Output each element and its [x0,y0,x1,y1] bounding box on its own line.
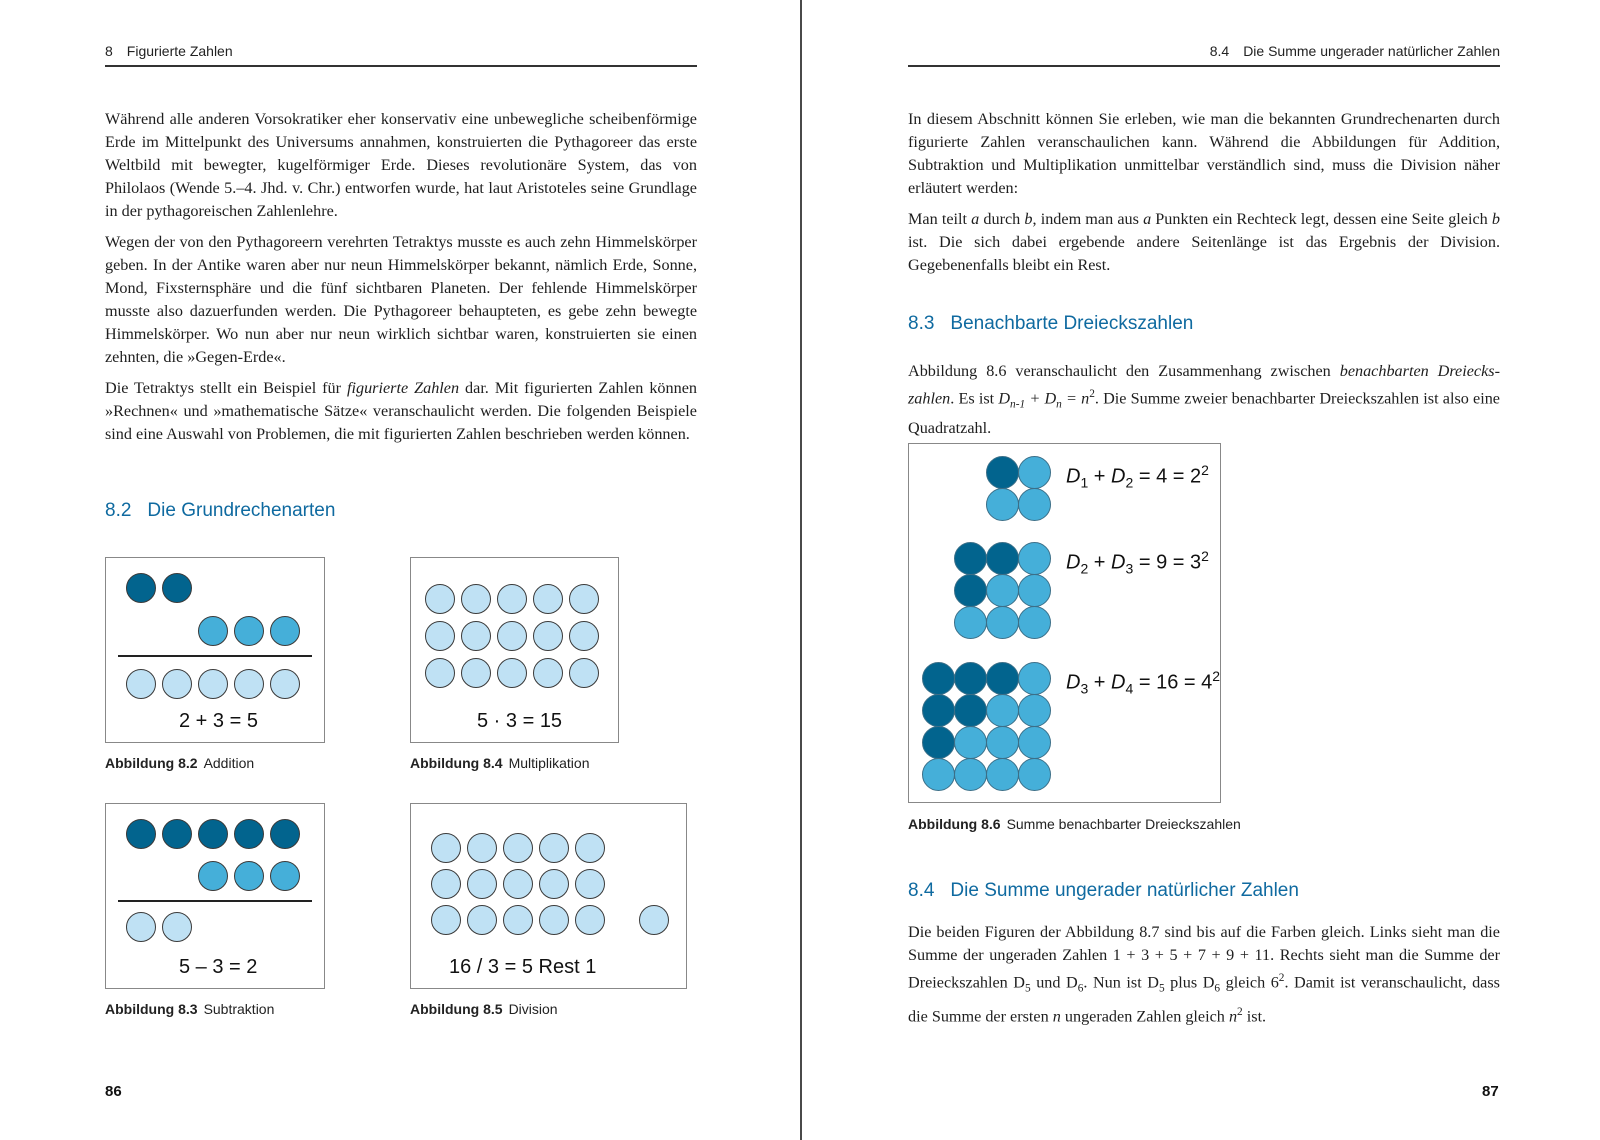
sub: 2 [1125,474,1134,491]
subscript: 6 [1214,982,1221,995]
figure-label: Abbildung 8.6 [908,816,1001,832]
figure-caption-text: Division [508,1001,558,1017]
section-number: 8.4 [1209,43,1230,59]
text: . Nun ist D [1083,973,1159,992]
dot [425,658,455,688]
page-number-left: 86 [105,1083,122,1100]
variable: n [1052,1007,1061,1026]
var: D [1066,551,1081,574]
figure-adjacent-triangle-numbers [908,443,1221,803]
dot [126,573,156,603]
dot [234,669,264,699]
text: dar. Mit figurierten Zahlen können »Rechnen« und »mathematische Sätze« veranschaulicht werden. Die folgenden Beispiele sind eine Auswahl von Problemen, die mit figurierten Zahlen beschrieben werden können. [105,379,697,443]
dot [126,669,156,699]
dot [986,726,1019,759]
dot [533,658,563,688]
section-title: Die Grundrechenarten [147,500,336,521]
dot [954,694,987,727]
dot [270,819,300,849]
dot [986,456,1019,489]
dot [497,621,527,651]
right-body-bottom [908,921,1500,1036]
figure-label: Abbildung 8.5 [410,1001,503,1017]
dot [431,833,461,863]
dot [461,584,491,614]
dot [234,861,264,891]
emphasis: figurierte Zahlen [347,379,460,397]
text: Punkten ein Rechteck legt, dessen eine Seite gleich [1151,210,1492,228]
dot [467,905,497,935]
dot [431,905,461,935]
dot [425,621,455,651]
formula: = n [1061,389,1090,408]
dot [954,662,987,695]
sub: 3 [1080,680,1089,697]
dot [954,758,987,791]
superscript: 2 [1278,972,1285,984]
figure-caption [410,1001,558,1017]
paragraph: Wegen der von den Pythagoreern verehrten Tetraktys musste es auch zehn Himmelskörper geben. In der Antike waren aber nur neun Himmelskörper bekannt, nämlich Erde, Sonne, Mond, Fixsternsphäre und die fünf sichtbaren Planeten. Der fehlende Himmelskörper musste also dazuerfunden werden. Die Pythagoreer behaupteten, es gebe zehn bewegte Himmelskörper. Wo nun aber nur neun wirklich sichtbar waren, konstruierten sie einen zehnten, die »Gegen-Erde«. [105,233,697,366]
dot [986,662,1019,695]
dot [986,542,1019,575]
dot [922,694,955,727]
section-heading-8-2 [105,500,335,522]
dot [922,726,955,759]
subscript: 5 [1158,982,1165,995]
dot [461,658,491,688]
paragraph [908,360,1500,440]
dot [1018,726,1051,759]
equation: 16 / 3 = 5 Rest 1 [449,956,597,978]
subscript: 5 [1025,982,1031,995]
dot [234,616,264,646]
text: gleich 6 [1220,973,1279,992]
text: durch [979,210,1025,228]
dot [533,621,563,651]
section-title: Benachbarte Dreieckszahlen [950,313,1194,334]
dot [270,861,300,891]
var: D [1066,671,1081,694]
dot [1018,574,1051,607]
subscript: 6 [1077,982,1084,995]
figure-label: Abbildung 8.3 [105,1001,198,1017]
dot [986,606,1019,639]
sup: 2 [1201,462,1209,478]
chapter-title: Figurierte Zahlen [126,43,233,59]
var: D [1066,465,1081,488]
section-number: 8.2 [105,500,132,521]
dot [162,573,192,603]
dot [1018,694,1051,727]
section-title: Die Summe ungerader natürlicher Zahlen [1243,43,1500,59]
var: D [1111,671,1126,694]
dot [503,869,533,899]
running-head-left [105,43,697,67]
text: Die Tetraktys stellt ein Beispiel für [105,379,347,397]
section-heading-8-3 [908,313,1193,335]
paragraph [908,208,1500,277]
dot [234,819,264,849]
dot [575,869,605,899]
figure-caption-text: Summe benachbarter Dreieckszahlen [1006,816,1241,832]
text: ungeraden Zahlen gleich [1060,1007,1229,1026]
chapter-number: 8 [105,43,113,59]
dot [1018,606,1051,639]
text: . Es ist [950,389,999,408]
dot [198,616,228,646]
dot [954,726,987,759]
dot [467,869,497,899]
formula-superscript: 2 [1089,388,1095,400]
figure-caption [908,816,1241,832]
text: = 4 = 2 [1133,465,1202,488]
figure-caption-text: Addition [203,755,255,771]
dot [533,584,563,614]
variable: a [1143,210,1152,228]
equation: 5 – 3 = 2 [179,956,258,978]
paragraph [908,921,1500,1028]
section-number: 8.4 [908,880,935,901]
dot [1018,542,1051,575]
figure-caption [105,755,254,771]
dot [497,658,527,688]
figure-subtraction [105,803,325,989]
dot [922,758,955,791]
dot [569,584,599,614]
dot [198,669,228,699]
equation: $D_2 + D_3 = 9 = 3^2$ [1066,548,1209,577]
dot [126,819,156,849]
formula: D [998,389,1011,408]
text: Man teilt [908,210,972,228]
variable: b [1491,210,1500,228]
section-heading-8-4 [908,880,1299,902]
text: = 9 = 3 [1133,551,1202,574]
section-title: Die Summe ungerader natürlicher Zahlen [950,880,1299,901]
sub: 4 [1125,680,1134,697]
dot [162,912,192,942]
dot [425,584,455,614]
dot [1018,758,1051,791]
text: . Damit ist veranschaulicht, dass die Summe der ersten [908,973,1500,1026]
dot [461,621,491,651]
equation: 2 + 3 = 5 [179,710,258,732]
dot [162,819,192,849]
remainder-dot [639,905,669,935]
figure-caption [410,755,590,771]
text: Die beiden Figuren der Abbildung 8.7 sind bis auf die Farben gleich. Links sieht man die Summe der ungeraden Zahlen 1 + 3 + 5 + 7 + 9 + 11. Rechts sieht man die Summe der Dreieckszahlen D [908,923,1500,992]
paragraph: In diesem Abschnitt können Sie erleben, wie man die bekannten Grundrechenarten durch figurierte Zahlen veranschaulichen kann. Während die Abbildungen für Addition, Subtraktion und Multiplikation unmittelbar verständlich sind, muss die Division näher erläutert werden: [908,110,1500,197]
dot [503,833,533,863]
dot [1018,456,1051,489]
emphasis: benachbarten Dreieckszahlen [908,362,1500,408]
superscript: 2 [1237,1005,1243,1018]
right-body-top [908,108,1500,285]
equation: $D_1 + D_2 = 4 = 2^2$ [1066,462,1209,491]
dot [1018,488,1051,521]
dot [270,616,300,646]
text: und D [1030,973,1078,992]
dot [539,833,569,863]
dot [954,542,987,575]
text: . Die Summe zweier benachbarter Dreieckszahlen ist also eine Quadratzahl. [908,389,1500,437]
running-head-right [908,43,1500,67]
text: = 16 = 4 [1133,671,1213,694]
figure-caption-text: Multiplikation [508,755,590,771]
section-number: 8.3 [908,313,935,334]
text: ist. Die sich dabei ergebende andere Seitenlänge ist das Ergebnis der Division. Gegebenenfalls bleibt ein Rest. [908,233,1500,274]
dot [270,669,300,699]
variable: a [971,210,980,228]
figure-division [410,803,687,989]
dot [986,694,1019,727]
dot [954,606,987,639]
figure-addition [105,557,325,743]
dot [954,574,987,607]
figure-caption-text: Subtraktion [203,1001,275,1017]
dot [431,869,461,899]
dot [922,662,955,695]
sub: 2 [1080,560,1089,577]
left-body [105,108,697,454]
equation: $D_3 + D_4 = 16 = 4^2$ [1066,668,1221,697]
dot [497,584,527,614]
dot [467,833,497,863]
right-page [806,0,1600,1140]
dot [1018,662,1051,695]
dot [575,905,605,935]
dot [986,488,1019,521]
var: D [1111,551,1126,574]
dot [539,905,569,935]
formula: + D [1025,389,1057,408]
sup: 2 [1212,668,1221,684]
dot [503,905,533,935]
text: Abbildung 8.6 veranschaulicht den Zusammenhang zwischen [908,362,1340,380]
dot [198,819,228,849]
text: plus D [1164,973,1215,992]
dot [575,833,605,863]
dot [986,758,1019,791]
figure-multiplication [410,557,619,743]
dot [569,658,599,688]
paragraph: Während alle anderen Vorsokratiker eher konservativ eine unbewegliche scheibenförmige Erde im Mittelpunkt des Universums annahmen, konstruierten die Pythagoreer das erste Weltbild mit bewegter, kugelförmiger Erde. Dieses revolutionäre System, das von Philolaos (Wende 5.–4. Jhd. v. Chr.) entworfen wurde, hat laut Aristoteles seine Grundlage in der pythagoreischen Zahlenlehre. [105,110,697,220]
dot [539,869,569,899]
variable: b [1024,210,1033,228]
page-number-right: 87 [1482,1083,1499,1100]
figure-label: Abbildung 8.4 [410,755,503,771]
right-body-mid [908,360,1500,448]
figure-label: Abbildung 8.2 [105,755,198,771]
text: , indem man aus [1032,210,1144,228]
figure-caption [105,1001,274,1017]
paragraph [105,377,697,446]
dot [162,669,192,699]
sub: 1 [1080,474,1089,491]
book-spine [800,0,802,1140]
dot [569,621,599,651]
equation: 5 · 3 = 15 [477,710,563,732]
dot [198,861,228,891]
variable: n [1228,1007,1238,1026]
sub: 3 [1125,560,1134,577]
difference-line [118,900,312,902]
formula-subscript: n [1056,398,1062,411]
sum-line [118,655,312,657]
sup: 2 [1201,548,1209,564]
dot [986,574,1019,607]
dot [126,912,156,942]
text: ist. [1242,1007,1267,1026]
formula-subscript: n-1 [1010,398,1026,411]
var: D [1111,465,1126,488]
